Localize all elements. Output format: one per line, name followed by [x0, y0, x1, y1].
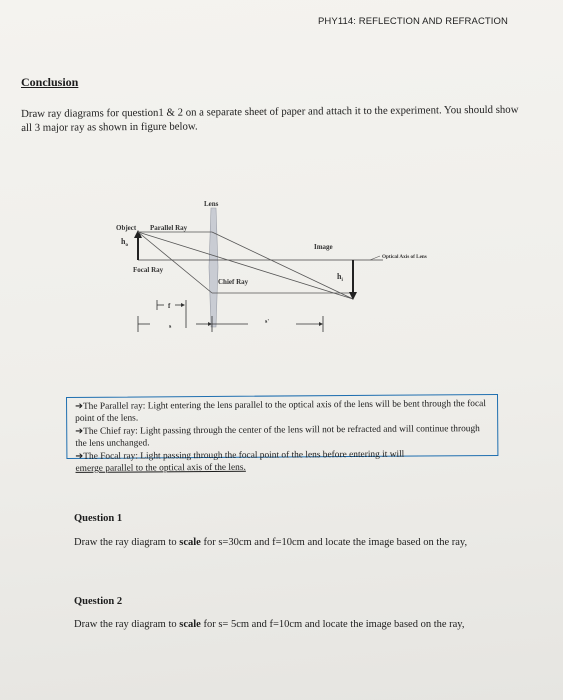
parallel-ray-rule: ➔The Parallel ray: Light entering the lens parallel to the optical axis of the lens will be bent through the focal point of the lens.: [75, 399, 486, 425]
s-prime-marker-right-arrowhead: [319, 322, 323, 326]
conclusion-instructions: Draw ray diagrams for question1 & 2 on a separate sheet of paper and attach it to the experiment. You should show all 3 major ray as shown in figure below.: [21, 103, 519, 134]
object-height-label: $h_o$: [121, 237, 128, 248]
image-height-label: $h_i$: [337, 272, 343, 283]
axis-label-leader: [370, 256, 380, 260]
object-label: Object: [116, 224, 137, 232]
image-arrowhead: [349, 292, 357, 300]
question-1-text: Draw the ray diagram to scale for s=30cm and f=10cm and locate the image based on the ray,: [74, 537, 468, 548]
lens-label: Lens: [204, 200, 219, 208]
s-label: s: [169, 324, 172, 330]
focal-ray-rule-continued: emerge parallel to the optical axis of the lens.: [75, 462, 246, 474]
optical-axis-label: Optical Axis of Lens: [382, 254, 427, 260]
focal-ray-rule: ➔The Focal ray: Light passing through the focal point of the lens before entering it will: [75, 449, 405, 462]
f-label: f: [168, 302, 171, 310]
f-marker-right-arrowhead: [181, 303, 185, 307]
question-1-title: Question 1: [74, 513, 123, 524]
s-prime-label: s': [265, 319, 270, 325]
question-2-title: Question 2: [74, 596, 123, 607]
chief-ray-label: Chief Ray: [218, 278, 249, 286]
ray-diagram: [108, 192, 458, 342]
lens-shape: [209, 208, 218, 327]
focal-ray-label: Focal Ray: [133, 266, 164, 274]
ray-rules-box: [66, 394, 498, 474]
chief-ray-rule: ➔The Chief ray: Light passing through the center of the lens will not be refracted and will continue through the lens unchanged.: [75, 423, 480, 450]
conclusion-heading: Conclusion: [21, 75, 79, 89]
page-header: PHY114: REFLECTION AND REFRACTION: [318, 16, 508, 27]
question-2-text: Draw the ray diagram to scale for s= 5cm and f=10cm and locate the image based on the ray,: [74, 619, 465, 630]
image-label: Image: [314, 243, 333, 251]
parallel-ray-label: Parallel Ray: [150, 224, 188, 232]
focal-ray-incoming: [138, 232, 212, 293]
